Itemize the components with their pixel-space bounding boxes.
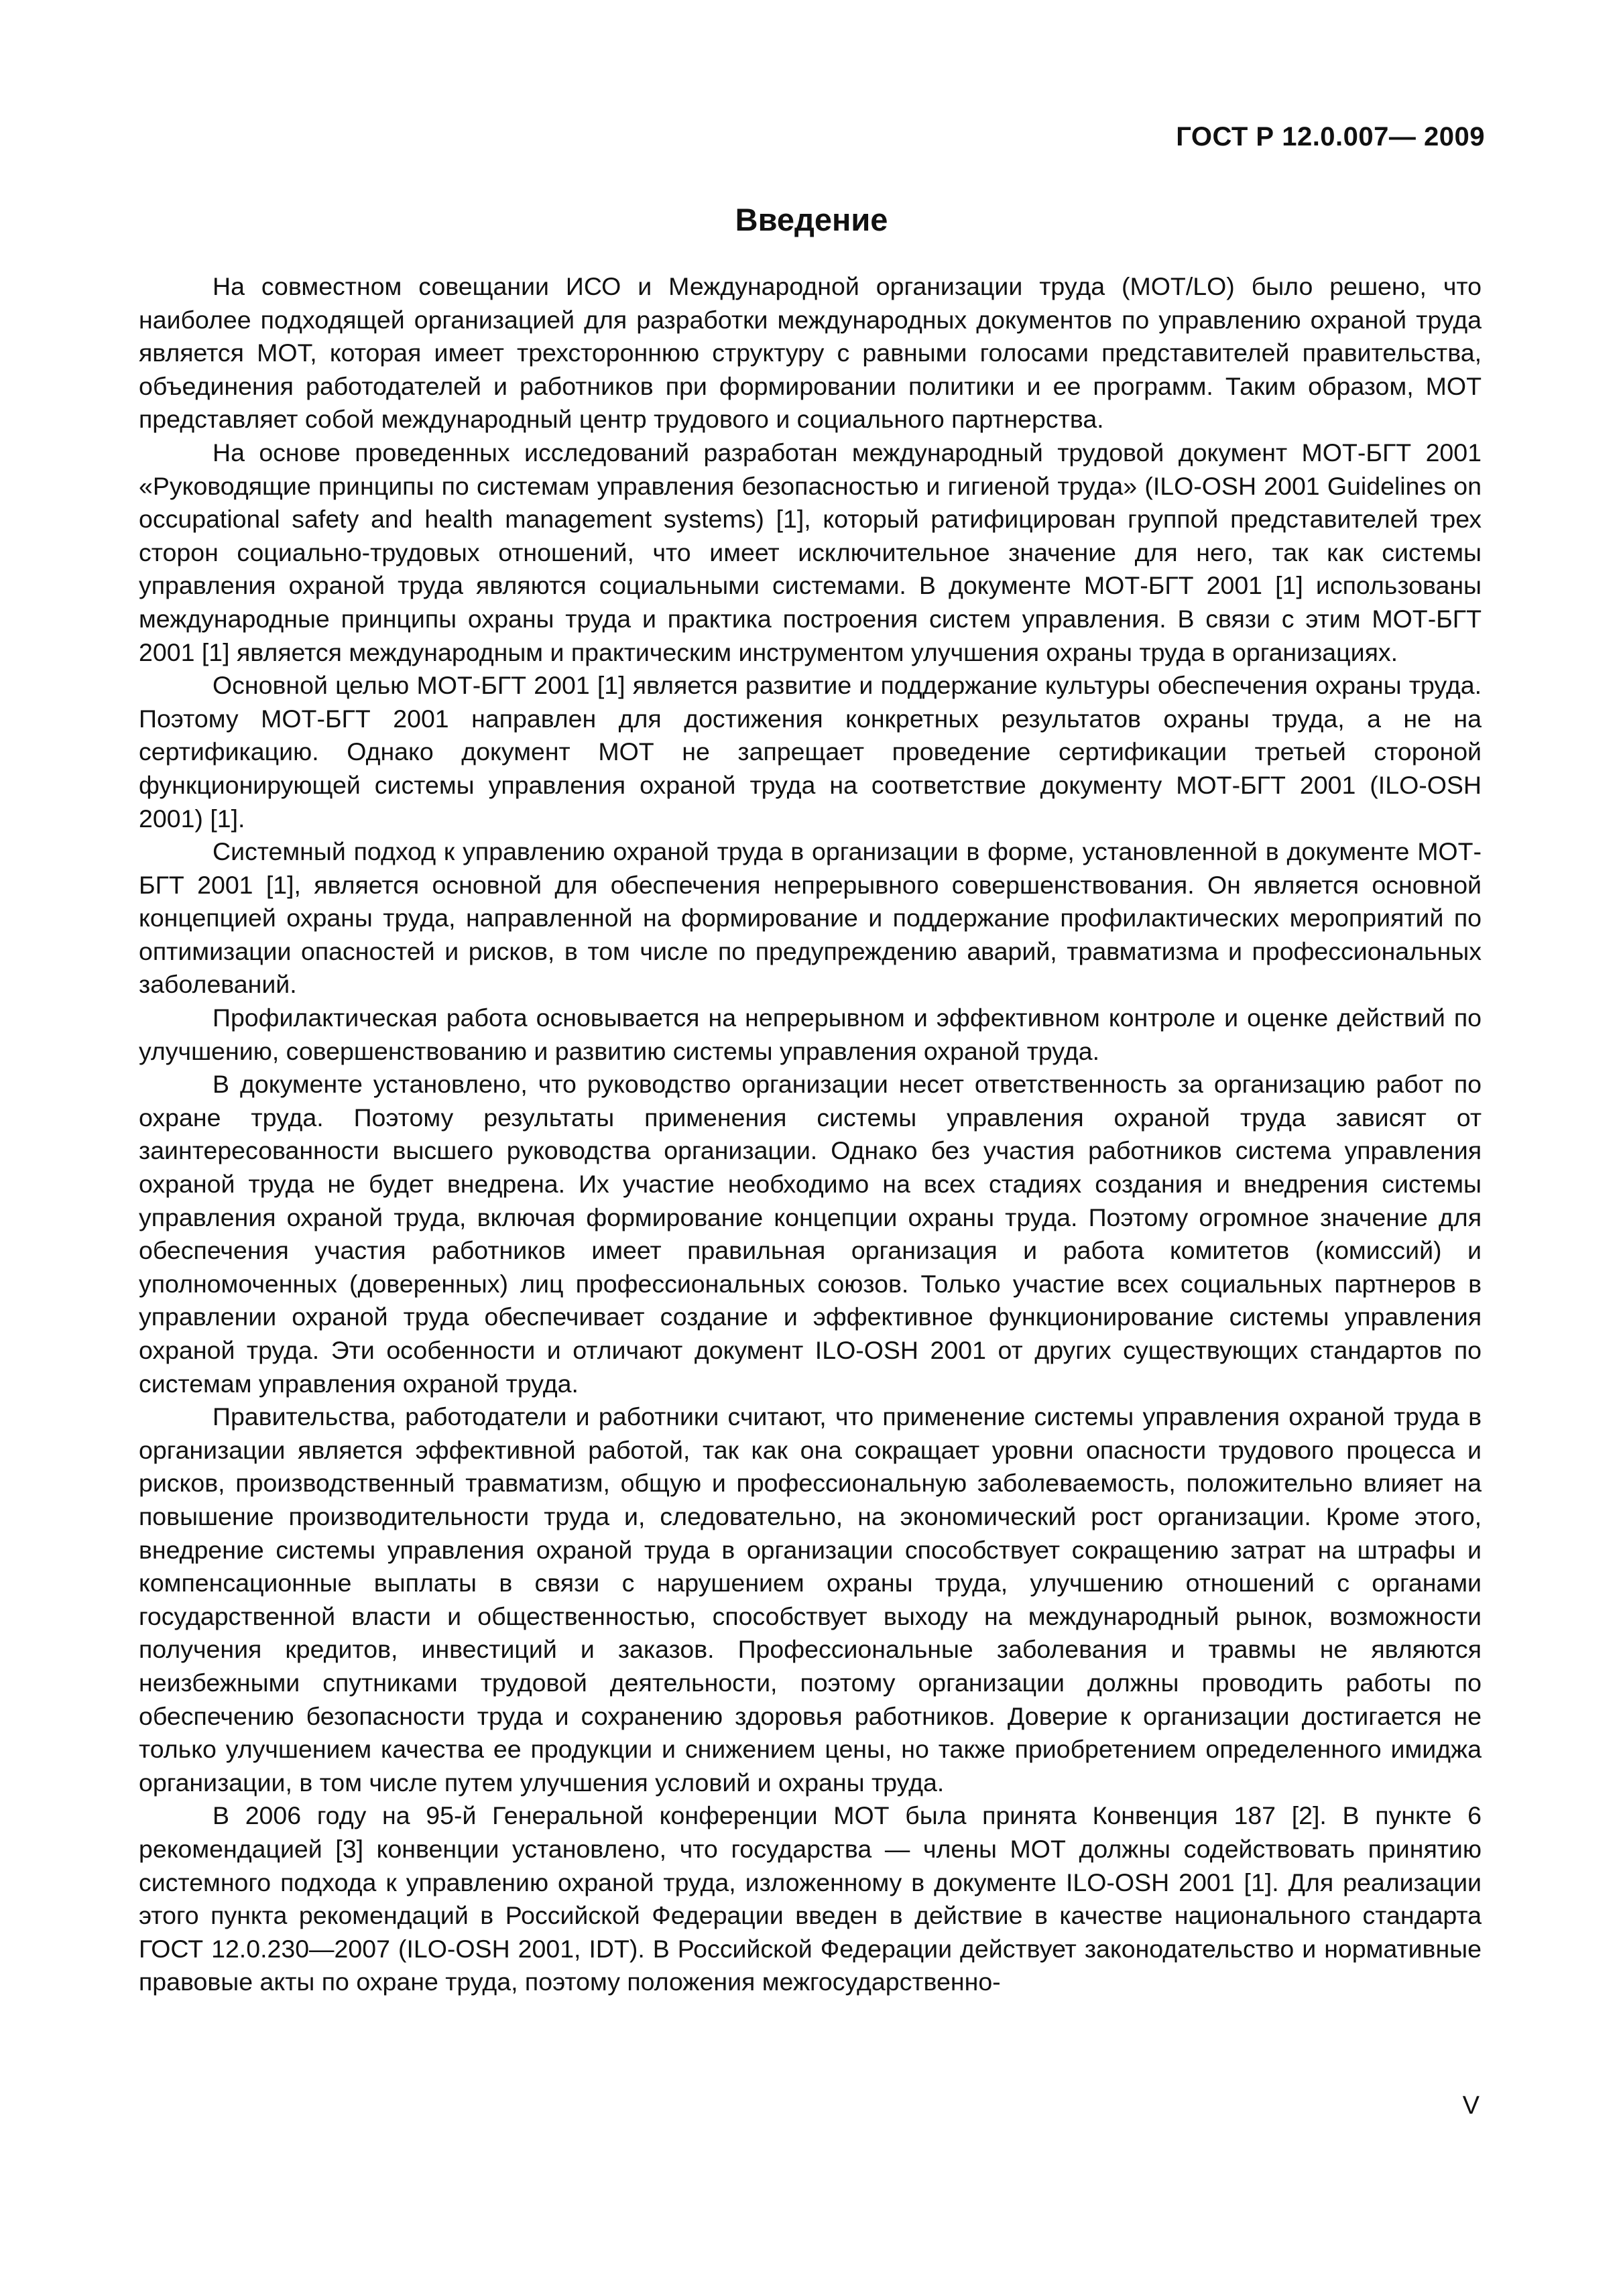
paragraph: Основной целью МОТ-БГТ 2001 [1] является развитие и поддержание культуры обеспечения охраны труда. Поэтому МОТ-БГТ 2001 направлен для достижения конкретных результатов охраны труда, а не на сертификацию. Однако документ МОТ не запрещает проведение сертификации третьей стороной функционирующей системы управления охраной труда на соответствие документу МОТ-БГТ 2001 (ILO-OSH 2001) [1]. [139,671,1482,833]
paragraph: Правительства, работодатели и работники считают, что применение системы управления охраной труда в организации является эффективной работой, так как она сокращает уровни опасности трудового процесса и рисков, производственный травматизм, общую и профессиональную заболеваемость, положительно влияет на повышение производительности труда и, следовательно, на экономический рост организации. Кроме этого, внедрение системы управления охраной труда в организации способствует сокращению затрат на штрафы и компенсационные выплаты в связи с нарушением охраны труда, улучшению отношений с органами государственной власти и общественностью, способствует выходу на международный рынок, возможности получения кредитов, инвестиций и заказов. Профессиональные заболевания и травмы не являются неизбежными спутниками трудовой деятельности, поэтому организации должны проводить работы по обеспечению безопасности труда и сохранению здоровья работников. Доверие к организации достигается не только улучшением качества ее продукции и снижением цены, но также приобретением определенного имиджа организации, в том числе путем улучшения условий и охраны труда. [139,1402,1482,1797]
paragraph: Профилактическая работа основывается на непрерывном и эффективном контроле и оценке действий по улучшению, совершенствованию и развитию системы управления охраной труда. [139,1004,1482,1065]
body-text [139,270,1482,1999]
paragraph: На совместном совещании ИСО и Международной организации труда (МОТ/LO) было решено, что наиболее подходящей организацией для разработки международных документов по управлению охраной труда является МОТ, которая имеет трехстороннюю структуру с равными голосами представителей правительства, объединения работодателей и работников при формировании политики и ее программ. Таким образом, МОТ представляет собой международный центр трудового и социального партнерства. [139,272,1482,434]
document-number-header: ГОСТ Р 12.0.007— 2009 [1176,122,1485,152]
paragraph: Системный подход к управлению охраной труда в организации в форме, установленной в документе МОТ-БГТ 2001 [1], является основной для обеспечения непрерывного совершенствования. Он является основной концепцией охраны труда, направленной на формирование и поддержание профилактических мероприятий по оптимизации опасностей и рисков, в том числе по предупреждению аварий, травматизма и профессиональных заболеваний. [139,837,1482,999]
paragraph: На основе проведенных исследований разработан международный трудовой документ МОТ-БГТ 2001 «Руководящие принципы по системам управления безопасностью и гигиеной труда» (ILO-OSH 2001 Guidelines on occupational safety and health management systems) [1], который ратифицирован группой представителей трех сторон социально-трудовых отношений, что имеет исключительное значение для него, так как системы управления охраной труда являются социальными системами. В документе МОТ-БГТ 2001 [1] использованы международные принципы охраны труда и практика построения систем управления. В связи с этим МОТ-БГТ 2001 [1] является международным и практическим инструментом улучшения охраны труда в организациях. [139,438,1482,666]
page-title: Введение [735,202,888,237]
paragraph: В 2006 году на 95-й Генеральной конференции МОТ была принята Конвенция 187 [2]. В пункте 6 рекомендацией [3] конвенции установлено, что государства — члены МОТ должны содействовать принятию системного подхода к управлению охраной труда, изложенному в документе ILO-OSH 2001 [1]. Для реализации этого пункта рекомендаций в Российской Федерации введен в действие в качестве национального стандарта ГОСТ 12.0.230—2007 (ILO-OSH 2001, IDT). В Российской Федерации действует законодательство и нормативные правовые акты по охране труда, поэтому положения межгосударственно- [139,1801,1482,1996]
paragraph: В документе установлено, что руководство организации несет ответственность за организацию работ по охране труда. Поэтому результаты применения системы управления охраной труда зависят от заинтересованности высшего руководства организации. Однако без участия работников система управления охраной труда не будет внедрена. Их участие необходимо на всех стадиях создания и внедрения системы управления охраной труда, включая формирование концепции охраны труда. Поэтому огромное значение для обеспечения участия работников имеет правильная организация и работа комитетов (комиссий) и уполномоченных (доверенных) лиц профессиональных союзов. Только участие всех социальных партнеров в управлении охраной труда обеспечивает создание и эффективное функционирование системы управления охраной труда. Эти особенности и отличают документ ILO-OSH 2001 от других существующих стандартов по системам управления охраной труда. [139,1070,1482,1398]
page-number: V [1462,2092,1480,2120]
